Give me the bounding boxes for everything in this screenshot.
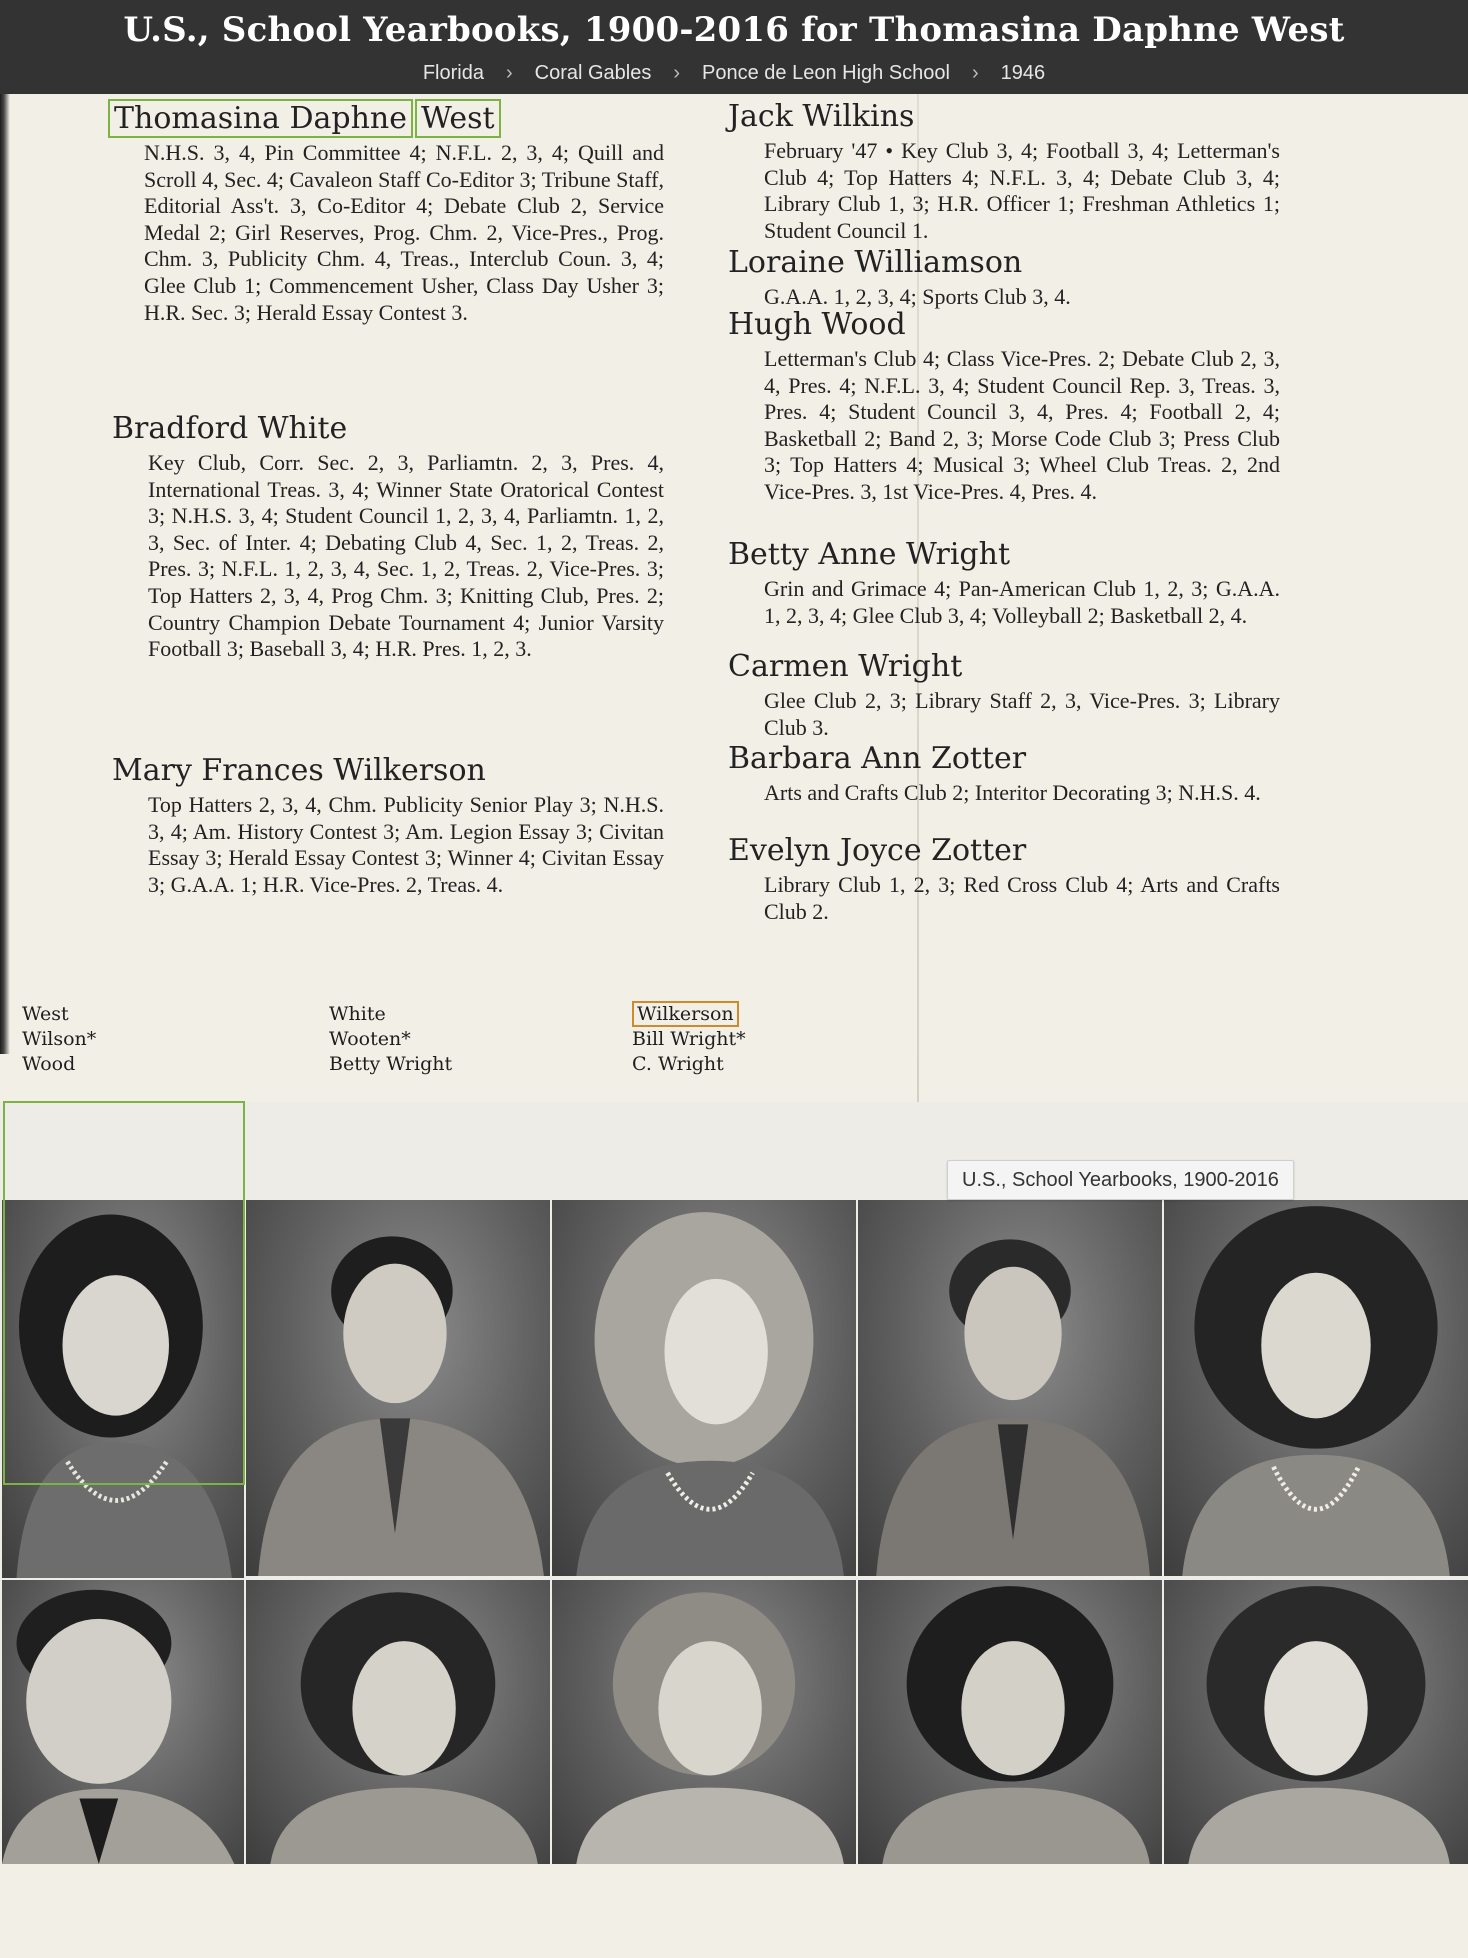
caption-column-3	[632, 1002, 746, 1077]
entry-west	[108, 102, 664, 326]
entry-name: Bradford White	[112, 411, 348, 446]
entry-wood	[728, 308, 1280, 506]
caption-name: Betty Wright	[329, 1053, 453, 1075]
caption-name: White	[329, 1003, 386, 1025]
portrait-white[interactable]	[246, 1200, 550, 1576]
breadcrumb-school[interactable]: Ponce de Leon High School	[702, 62, 950, 84]
portrait-figure	[1164, 1200, 1468, 1576]
portrait-e-zotter[interactable]	[1164, 1580, 1468, 1864]
entry-activities: Letterman's Club 4; Class Vice-Pres. 2; Debate Club 2, 3, 4, Pres. 4; N.F.L. 3, 4; Student Council Rep. 3, Treas. 3, Pres. 4; Student Council 3, 4, Pres. 4; Football 2, 4; Basketball 2; Band 2, 3; Morse Code Club 3; Press Club 3; Top Hatters 4; Musical 3; Wheel Club Treas. 2, 2nd Vice-Pres. 3, 1st Vice-Pres. 4, Pres. 4.	[764, 346, 1280, 504]
portrait-wilson[interactable]	[2, 1580, 244, 1864]
entry-activities: G.A.A. 1, 2, 3, 4; Sports Club 3, 4.	[764, 284, 1071, 309]
entry-activities: Top Hatters 2, 3, 4, Chm. Publicity Senior Play 3; N.H.S. 3, 4; Am. History Contest 3; Am. Legion Essay 3; Civitan Essay 3; Herald Essay Contest 3; Winner 4; Civitan Essay 3; G.A.A. 1; H.R. Vice-Pres. 2, Treas. 4.	[148, 792, 664, 897]
breadcrumb-city[interactable]: Coral Gables	[534, 62, 652, 84]
portrait-figure	[2, 1580, 244, 1864]
caption-name: Bill Wright*	[632, 1028, 746, 1050]
name-highlight-last[interactable]: West	[415, 99, 501, 138]
portrait-wooten[interactable]	[246, 1580, 550, 1864]
breadcrumb-state[interactable]: Florida	[422, 62, 484, 84]
portrait-selection-highlight[interactable]	[3, 1101, 245, 1485]
portrait-wilkerson[interactable]	[552, 1200, 856, 1576]
entry-barbara-zotter	[728, 742, 1280, 807]
portrait-figure	[1164, 1580, 1468, 1864]
chevron-right-icon: ›	[673, 62, 681, 84]
image-tooltip: U.S., School Yearbooks, 1900-2016	[947, 1160, 1294, 1200]
caption-column-1	[22, 1002, 96, 1077]
entry-evelyn-zotter	[728, 834, 1280, 925]
caption-name: Wilson*	[22, 1028, 97, 1050]
portrait-williamson[interactable]	[1164, 1200, 1468, 1576]
portrait-figure	[858, 1200, 1162, 1576]
entry-williamson	[728, 246, 1280, 311]
caption-name: Wooten*	[329, 1028, 411, 1050]
portrait-wilkins[interactable]	[858, 1200, 1162, 1576]
entry-name: Loraine Williamson	[728, 245, 1023, 280]
page-edge-shadow	[0, 94, 10, 1054]
chevron-right-icon: ›	[972, 62, 979, 84]
caption-name: West	[22, 1003, 69, 1025]
entry-activities: Library Club 1, 2, 3; Red Cross Club 4; Arts and Crafts Club 2.	[764, 872, 1280, 924]
entry-activities: Glee Club 2, 3; Library Staff 2, 3, Vice-Pres. 3; Library Club 3.	[764, 688, 1280, 740]
entry-activities: Key Club, Corr. Sec. 2, 3, Parliamtn. 2, 3, Pres. 4, International Treas. 3, 4; Winner State Oratorical Contest 3; N.H.S. 3, 4; Student Council 1, 2, 3, 4, Parliamtn. 1, 2, 3, Sec. of Inter. 4; Debating Club 4, Sec. 1, 2, Treas. 2, Pres. 3; N.F.L. 1, 2, 3, 4, Sec. 1, 2, Treas. 2, Vice-Pres. 3; Top Hatters 2, 3, 4, Prog Chm. 3; Knitting Club, Pres. 2; Country Champion Debate Tournament 4; Junior Varsity Football 3; Baseball 3, 4; H.R. Pres. 1, 2, 3.	[148, 450, 664, 662]
entry-activities: N.H.S. 3, 4, Pin Committee 4; N.F.L. 2, 3, 4; Quill and Scroll 4, Sec. 4; Cavaleon Staff Co-Editor 3; Tribune Staff, Editorial Ass't. 3, Co-Editor 4; Debate Club 2, Service Medal 2; Girl Reserves, Prog. Chm. 2, Vice-Pres., Prog. Chm. 3, Publicity Chm. 4, Treas., Interclub Coun. 3, 4; Glee Club 1; Commencement Usher, Class Day Usher 3; H.R. Sec. 3; Herald Essay Contest 3.	[144, 140, 664, 325]
portrait-figure	[246, 1580, 550, 1864]
name-highlight-first[interactable]: Thomasina Daphne	[108, 99, 413, 138]
entry-white	[112, 412, 664, 663]
caption-column-2	[329, 1002, 452, 1077]
entry-name: Mary Frances Wilkerson	[112, 753, 486, 788]
breadcrumb-year[interactable]: 1946	[1000, 62, 1046, 84]
entry-name: Jack Wilkins	[728, 99, 915, 134]
entry-betty-wright	[728, 538, 1280, 629]
portrait-figure	[552, 1200, 856, 1576]
portrait-figure	[552, 1580, 856, 1864]
entry-name: Evelyn Joyce Zotter	[728, 833, 1027, 868]
entry-activities: February '47 • Key Club 3, 4; Football 3, 4; Letterman's Club 4; Top Hatters 4; N.F.L. 3, 4; Debate Club 3, 4; Library Club 1, 3; H.R. Officer 1; Freshman Athletics 1; Student Council 1.	[764, 138, 1280, 243]
portrait-figure	[858, 1580, 1162, 1864]
caption-name: Wood	[22, 1053, 76, 1075]
caption-name: C. Wright	[632, 1053, 724, 1075]
entry-activities: Arts and Crafts Club 2; Interitor Decorating 3; N.H.S. 4.	[764, 780, 1261, 805]
entry-wilkerson	[112, 754, 664, 898]
entry-activities: Grin and Grimace 4; Pan-American Club 1, 2, 3; G.A.A. 1, 2, 3, 4; Glee Club 3, 4; Volleyball 2; Basketball 2, 4.	[764, 576, 1280, 628]
record-title: U.S., School Yearbooks, 1900-2016 for Thomasina Daphne West	[123, 10, 1345, 50]
entry-name: Carmen Wright	[728, 649, 963, 684]
entry-name: Hugh Wood	[728, 307, 906, 342]
entry-wilkins	[728, 100, 1280, 244]
entry-name: Barbara Ann Zotter	[728, 741, 1027, 776]
entry-carmen-wright	[728, 650, 1280, 741]
caption-name-highlight[interactable]: Wilkerson	[632, 1001, 739, 1027]
chevron-right-icon: ›	[505, 62, 513, 84]
entry-name	[108, 102, 664, 136]
portrait-figure	[246, 1200, 550, 1576]
portrait-young[interactable]	[858, 1580, 1162, 1864]
portrait-bill-wright[interactable]	[552, 1580, 856, 1864]
breadcrumb	[0, 62, 1468, 85]
record-header	[0, 0, 1468, 94]
entry-name: Betty Anne Wright	[728, 537, 1010, 572]
